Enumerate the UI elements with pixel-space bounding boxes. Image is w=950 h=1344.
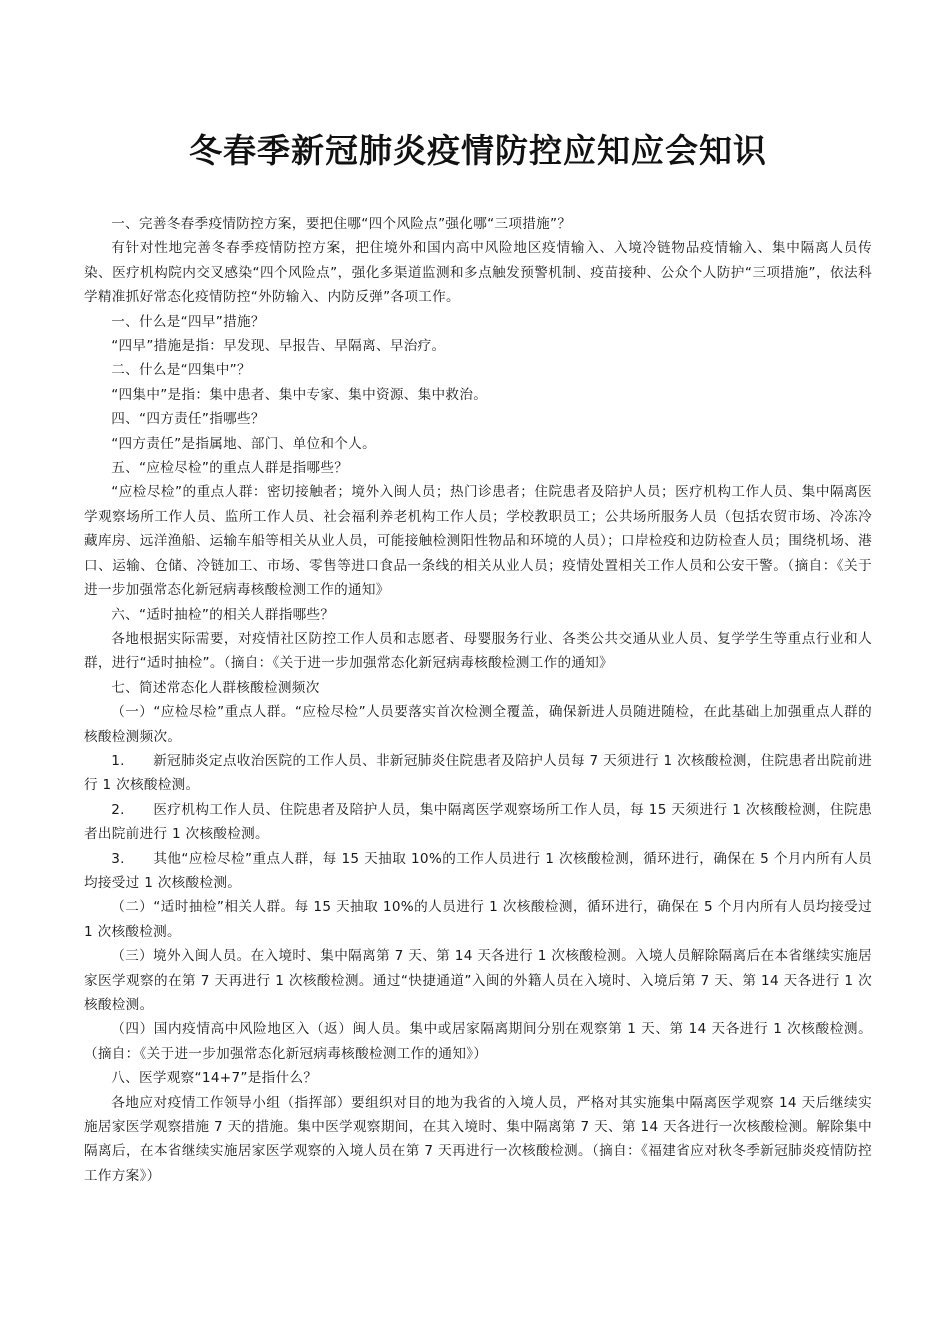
item-number: 1.: [111, 752, 125, 769]
paragraph: 二、什么是“四集中”？: [111, 362, 251, 379]
numbered-item: [84, 749, 872, 798]
paragraph: 各地应对疫情工作领导小组（指挥部）要组织对目的地为我省的入境人员，严格对其实施集中隔离医学观察 14 天后继续实施居家医学观察措施 7 天的措施。集中医学观察期间，在其入境时、集中隔离第 7 天、第 14 天各进行一次核酸检测。解除集中隔离后，在本省继续实施居家医学观察的入境人员在第 7 天再进行一次核酸检测。（摘自：《福建省应对秋冬季新冠肺炎疫情防控工作方案》）: [84, 1094, 872, 1184]
paragraph: 七、简述常态化人群核酸检测频次: [111, 679, 320, 696]
paragraph: 五、“应检尽检”的重点人群是指哪些？: [111, 460, 349, 477]
paragraph: “应检尽检”的重点人群：密切接触者；境外入闽人员；热门诊患者；住院患者及陪护人员；医疗机构工作人员、集中隔离医学观察场所工作人员、监所工作人员、社会福利养老机构工作人员；学校教职员工；公共场所服务人员（包括农贸市场、冷冻冷藏库房、远洋渔船、运输车船等相关从业人员，可能接触检测阳性物品和环境的人员）；口岸检疫和边防检查人员；围绕机场、港口、运输、仓储、冷链加工、市场、零售等进口食品一条线的相关从业人员；疫情处置相关工作人员和公安干警。（摘自：《关于进一步加强常态化新冠病毒核酸检测工作的通知》: [84, 484, 872, 599]
paragraph: （四）国内疫情高中风险地区入（返）闽人员。集中或居家隔离期间分别在观察第 1 天、第 14 天各进行 1 次核酸检测。（摘自：《关于进一步加强常态化新冠病毒核酸检测工作的通知》）: [84, 1021, 872, 1062]
item-text: 其他“应检尽检”重点人群，每 15 天抽取 10%的工作人员进行 1 次核酸检测，循环进行，确保在 5 个月内所有人员均接受过 1 次核酸检测。: [84, 850, 872, 891]
paragraph: “四方责任”是指属地、部门、单位和个人。: [111, 435, 376, 452]
paragraph: 一、什么是“四早”措施？: [111, 313, 265, 330]
item-text: 医疗机构工作人员、住院患者及陪护人员，集中隔离医学观察场所工作人员，每 15 天须进行 1 次核酸检测，住院患者出院前进行 1 次核酸检测。: [84, 801, 872, 843]
paragraph: 各地根据实际需要，对疫情社区防控工作人员和志愿者、母婴服务行业、各类公共交通从业人员、复学学生等重点行业和人群，进行“适时抽检”。（摘自：《关于进一步加强常态化新冠病毒核酸检测工作的通知》: [84, 630, 872, 672]
paragraph: 八、医学观察“14+7”是指什么？: [111, 1070, 318, 1087]
paragraph: “四集中”是指：集中患者、集中专家、集中资源、集中救治。: [111, 386, 488, 403]
document-body: [84, 212, 872, 1188]
numbered-item: [84, 847, 872, 896]
paragraph: （二）“适时抽检”相关人群。每 15 天抽取 10%的人员进行 1 次核酸检测，循环进行，确保在 5 个月内所有人员均接受过 1 次核酸检测。: [84, 899, 872, 940]
paragraph: 一、完善冬春季疫情防控方案，要把住哪“四个风险点”强化哪“三项措施”？: [111, 216, 572, 232]
paragraph: 六、“适时抽检”的相关人群指哪些？: [111, 606, 335, 623]
item-number: 3.: [111, 850, 125, 867]
paragraph: （一）“应检尽检”重点人群。“应检尽检”人员要落实首次检测全覆盖，确保新进人员随进随检，在此基础上加强重点人群的核酸检测频次。: [84, 704, 872, 745]
document-title: 冬春季新冠肺炎疫情防控应知应会知识: [189, 131, 767, 170]
paragraph: 四、“四方责任”指哪些？: [111, 411, 265, 428]
item-number: 2.: [111, 801, 125, 818]
paragraph: “四早”措施是指：早发现、早报告、早隔离、早治疗。: [111, 338, 446, 355]
item-text: 新冠肺炎定点收治医院的工作人员、非新冠肺炎住院患者及陪护人员每 7 天须进行 1 次核酸检测，住院患者出院前进行 1 次核酸检测。: [84, 752, 872, 794]
paragraph: （三）境外入闽人员。在入境时、集中隔离第 7 天、第 14 天各进行 1 次核酸检测。入境人员解除隔离后在本省继续实施居家医学观察的在第 7 天再进行 1 次核酸检测。通过“快捷通道”入闽的外籍人员在入境时、入境后第 7 天、第 14 天各进行 1 次核酸检测。: [84, 948, 872, 1013]
paragraph: 有针对性地完善冬春季疫情防控方案，把住境外和国内高中风险地区疫情输入、入境冷链物品疫情输入、集中隔离人员传染、医疗机构院内交叉感染“四个风险点”，强化多渠道监测和多点触发预警机制、疫苗接种、公众个人防护“三项措施”，依法科学精准抓好常态化疫情防控“外防输入、内防反弹”各项工作。: [84, 240, 872, 306]
numbered-item: [84, 798, 872, 847]
